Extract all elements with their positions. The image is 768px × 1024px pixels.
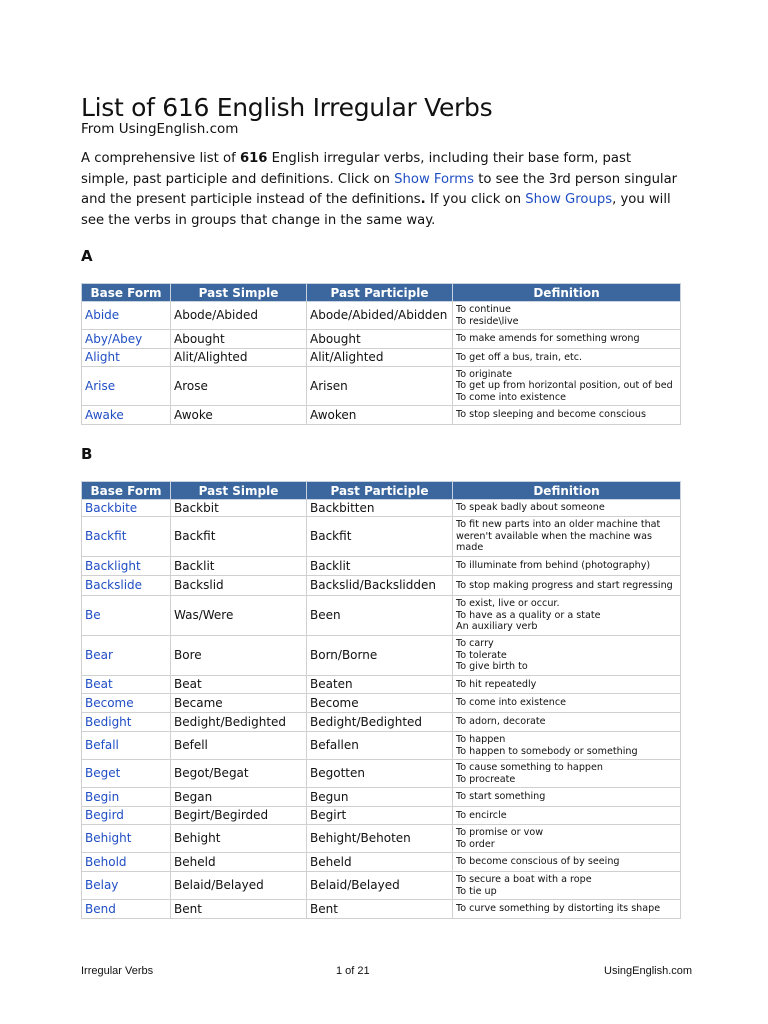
past-participle-cell: Become: [307, 694, 453, 713]
definition-line: weren't available when the machine was: [456, 530, 653, 542]
base-form-link[interactable]: Backfit: [82, 517, 171, 557]
table-row: [82, 576, 681, 596]
table-row: [82, 302, 681, 330]
table-row: [82, 349, 681, 367]
definition-line: To exist, live or occur.: [456, 598, 560, 610]
base-form-link[interactable]: Awake: [82, 406, 171, 425]
column-header: Past Simple: [171, 482, 307, 500]
table-row: [82, 330, 681, 349]
table-row: [82, 557, 681, 576]
intro-text: to see the 3rd person singular and the present participle instead of the definitions: [81, 171, 678, 207]
verb-table-b: [81, 481, 681, 919]
table-row: [82, 900, 681, 919]
definition-line: To continue: [456, 304, 511, 315]
past-participle-cell: Befallen: [307, 732, 453, 760]
definition-cell: [453, 406, 681, 425]
footer-left: Irregular Verbs: [81, 965, 154, 977]
past-participle-cell: Belaid/Belayed: [307, 872, 453, 900]
definition-line: To illuminate from behind (photography): [456, 560, 651, 572]
past-simple-cell: Abought: [171, 330, 307, 349]
definition-line: To stop making progress and start regressing: [456, 579, 673, 591]
table-row: [82, 788, 681, 807]
definition-cell: [453, 349, 681, 367]
definition-cell: [453, 713, 681, 732]
definition-line: To start something: [456, 791, 546, 803]
footer-right: UsingEnglish.com: [604, 965, 693, 977]
past-simple-cell: Began: [171, 788, 307, 807]
section-heading-b: B: [81, 445, 93, 463]
base-form-link[interactable]: Behold: [82, 853, 171, 872]
definition-line: To happen: [456, 734, 506, 745]
past-simple-cell: Backbit: [171, 500, 307, 517]
past-participle-cell: Backslid/Backslidden: [307, 576, 453, 596]
base-form-link[interactable]: Beat: [82, 676, 171, 694]
definition-cell: [453, 760, 681, 788]
past-simple-cell: Bent: [171, 900, 307, 919]
intro-text: A comprehensive list of: [81, 151, 240, 166]
column-header: Past Simple: [171, 284, 307, 302]
table-row: [82, 694, 681, 713]
source-line: From UsingEnglish.com: [81, 121, 239, 137]
past-simple-cell: Backslid: [171, 576, 307, 596]
table-row: [82, 853, 681, 872]
table-row: [82, 636, 681, 676]
intro-text: English irregular verbs, including their base form, past simple, past participle and definitions. Click on: [81, 151, 632, 187]
base-form-link[interactable]: Bedight: [82, 713, 171, 732]
past-participle-cell: Alit/Alighted: [307, 349, 453, 367]
page-title: List of 616 English Irregular Verbs: [81, 93, 493, 122]
base-form-link[interactable]: Belay: [82, 872, 171, 900]
definition-line: To speak badly about someone: [456, 502, 605, 514]
definition-line: To make amends for something wrong: [456, 333, 640, 345]
table-row: [82, 807, 681, 825]
definition-cell: [453, 557, 681, 576]
column-header: Base Form: [82, 482, 171, 500]
table-row: [82, 500, 681, 517]
past-participle-cell: Abode/Abided/Abidden: [307, 302, 453, 330]
column-header: Definition: [453, 284, 681, 302]
past-participle-cell: Beaten: [307, 676, 453, 694]
base-form-link[interactable]: Begin: [82, 788, 171, 807]
definition-line: To procreate: [456, 773, 516, 785]
past-simple-cell: Begot/Begat: [171, 760, 307, 788]
base-form-link[interactable]: Behight: [82, 825, 171, 853]
past-simple-cell: Was/Were: [171, 596, 307, 636]
definition-line: To come into existence: [456, 391, 567, 403]
column-header: Definition: [453, 482, 681, 500]
definition-line: To secure a boat with a rope: [456, 874, 592, 885]
past-simple-cell: Awoke: [171, 406, 307, 425]
definition-cell: [453, 576, 681, 596]
past-participle-cell: Beheld: [307, 853, 453, 872]
past-participle-cell: Behight/Behoten: [307, 825, 453, 853]
past-participle-cell: Begun: [307, 788, 453, 807]
past-simple-cell: Befell: [171, 732, 307, 760]
definition-cell: [453, 900, 681, 919]
column-header: Past Participle: [307, 482, 453, 500]
past-participle-cell: Arisen: [307, 367, 453, 406]
past-participle-cell: Bedight/Bedighted: [307, 713, 453, 732]
definition-line: To carry: [456, 638, 494, 650]
verb-count: 616: [239, 151, 268, 166]
base-form-link[interactable]: Backbite: [82, 500, 171, 517]
definition-line: To adorn, decorate: [456, 716, 546, 728]
definition-line: To reside\live: [456, 315, 519, 327]
table-row: [82, 872, 681, 900]
table-row: [82, 732, 681, 760]
intro-paragraph: [81, 149, 679, 231]
past-participle-cell: Begotten: [307, 760, 453, 788]
past-simple-cell: Belaid/Belayed: [171, 872, 307, 900]
base-form-link[interactable]: Become: [82, 694, 171, 713]
table-row: [82, 676, 681, 694]
past-participle-cell: Been: [307, 596, 453, 636]
base-form-link[interactable]: Aby/Abey: [82, 330, 171, 349]
base-form-link[interactable]: Abide: [82, 302, 171, 330]
definition-cell: [453, 676, 681, 694]
base-form-link[interactable]: Backslide: [82, 576, 171, 596]
table-row: [82, 367, 681, 406]
definition-cell: [453, 788, 681, 807]
past-simple-cell: Bedight/Bedighted: [171, 713, 307, 732]
definition-cell: [453, 807, 681, 825]
definition-line: made: [456, 542, 484, 554]
base-form-link[interactable]: Bend: [82, 900, 171, 919]
definition-cell: [453, 517, 681, 557]
table-header-row: [82, 284, 681, 302]
section-heading-a: A: [81, 247, 93, 265]
definition-line: To curve something by distorting its shape: [456, 903, 661, 915]
past-simple-cell: Bore: [171, 636, 307, 676]
definition-line: To have as a quality or a state: [456, 609, 601, 621]
definition-cell: [453, 330, 681, 349]
base-form-link[interactable]: Beget: [82, 760, 171, 788]
column-header: Base Form: [82, 284, 171, 302]
past-participle-cell: Backbitten: [307, 500, 453, 517]
definition-cell: [453, 302, 681, 330]
table-row: [82, 713, 681, 732]
footer-page-number: 1 of 21: [336, 965, 370, 977]
show-forms-link[interactable]: Show Forms: [394, 171, 475, 187]
verb-table-a: [81, 283, 681, 425]
past-simple-cell: Behight: [171, 825, 307, 853]
base-form-link[interactable]: Begird: [82, 807, 171, 825]
definition-cell: [453, 596, 681, 636]
show-groups-link[interactable]: Show Groups: [525, 192, 613, 207]
column-header: Past Participle: [307, 284, 453, 302]
definition-line: To order: [456, 838, 495, 850]
definition-line: An auxiliary verb: [456, 621, 538, 633]
table-row: [82, 517, 681, 557]
table-row: [82, 596, 681, 636]
table-row: [82, 406, 681, 425]
past-participle-cell: Backfit: [307, 517, 453, 557]
definition-cell: [453, 694, 681, 713]
definition-cell: [453, 732, 681, 760]
definition-cell: [453, 872, 681, 900]
past-simple-cell: Backlit: [171, 557, 307, 576]
past-simple-cell: Beheld: [171, 853, 307, 872]
past-participle-cell: Awoken: [307, 406, 453, 425]
definition-line: To stop sleeping and become conscious: [456, 409, 647, 421]
definition-cell: [453, 500, 681, 517]
definition-line: To become conscious of by seeing: [456, 856, 620, 868]
base-form-link[interactable]: Be: [82, 596, 171, 636]
table-row: [82, 825, 681, 853]
definition-line: To cause something to happen: [456, 762, 603, 773]
definition-cell: [453, 853, 681, 872]
base-form-link[interactable]: Arise: [82, 367, 171, 406]
past-simple-cell: Became: [171, 694, 307, 713]
table-header-row: [82, 482, 681, 500]
definition-line: To encircle: [456, 809, 507, 821]
base-form-link[interactable]: Bear: [82, 636, 171, 676]
past-simple-cell: Beat: [171, 676, 307, 694]
intro-text: , you will see the verbs in groups that change in the same way.: [81, 192, 671, 228]
past-simple-cell: Backfit: [171, 517, 307, 557]
past-simple-cell: Alit/Alighted: [171, 349, 307, 367]
definition-line: To hit repeatedly: [456, 678, 537, 690]
definition-cell: [453, 367, 681, 406]
definition-line: To give birth to: [456, 661, 528, 673]
intro-text: If you click on: [425, 192, 526, 207]
definition-line: To tolerate: [456, 649, 507, 661]
definition-line: To promise or vow: [456, 827, 544, 838]
past-participle-cell: Begirt: [307, 807, 453, 825]
definition-line: To get up from horizontal position, out of bed: [456, 380, 673, 392]
definition-line: To happen to somebody or something: [456, 745, 638, 757]
past-participle-cell: Abought: [307, 330, 453, 349]
base-form-link[interactable]: Backlight: [82, 557, 171, 576]
definition-cell: [453, 825, 681, 853]
definition-line: To fit new parts into an older machine that: [456, 519, 661, 531]
base-form-link[interactable]: Alight: [82, 349, 171, 367]
past-participle-cell: Bent: [307, 900, 453, 919]
definition-line: To originate: [456, 368, 513, 380]
intro-text: .: [420, 192, 426, 207]
table-row: [82, 760, 681, 788]
past-simple-cell: Arose: [171, 367, 307, 406]
definition-line: To tie up: [456, 885, 497, 897]
definition-cell: [453, 636, 681, 676]
definition-line: To come into existence: [456, 697, 567, 709]
past-simple-cell: Begirt/Begirded: [171, 807, 307, 825]
base-form-link[interactable]: Befall: [82, 732, 171, 760]
past-simple-cell: Abode/Abided: [171, 302, 307, 330]
definition-line: To get off a bus, train, etc.: [456, 351, 583, 363]
past-participle-cell: Born/Borne: [307, 636, 453, 676]
past-participle-cell: Backlit: [307, 557, 453, 576]
